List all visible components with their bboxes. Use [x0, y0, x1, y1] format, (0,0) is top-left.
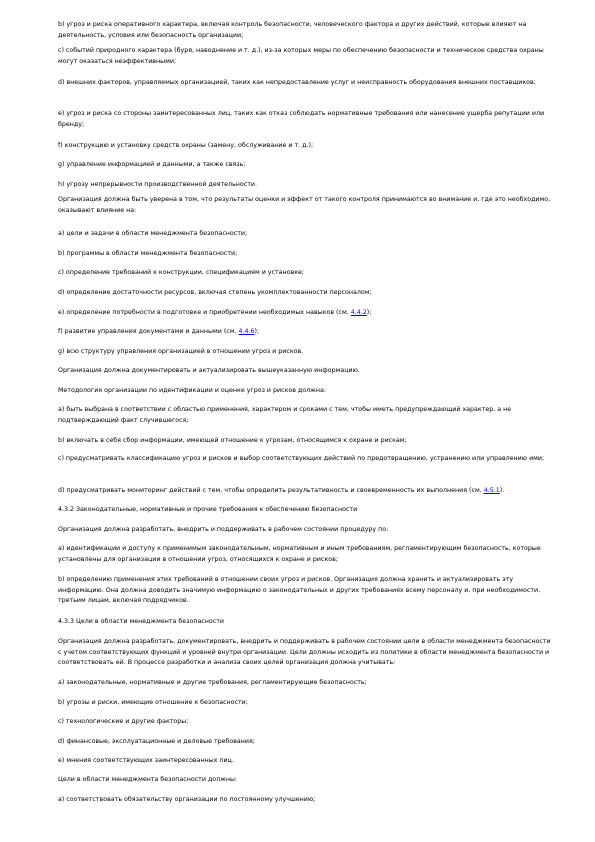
paragraph-text: a) идентификации и доступу к применимым законодательным, нормативным и иным требованиям, регламентирующим безопасность, которые установлены для организации в отношении угроз, относящихся к охране и рисков;	[58, 545, 541, 563]
paragraph-27	[58, 637, 552, 669]
paragraph-text: a) законодательные, нормативные и другие требования, регламентирующие безопасность;	[58, 679, 367, 686]
paragraph-31	[58, 737, 552, 748]
paragraph-10	[58, 249, 552, 260]
paragraph-19	[58, 436, 552, 447]
paragraph-8	[58, 195, 552, 216]
paragraph-32	[58, 756, 552, 767]
paragraph-7	[58, 180, 552, 191]
paragraph-3	[58, 78, 552, 89]
paragraph-text: Организация должна разработать, внедрить и поддерживать в рабочем состоянии процедуру по:	[58, 526, 389, 533]
paragraph-text: g) всю структуру управления организацией в отношении угроз и рисков.	[58, 348, 304, 355]
paragraph-13	[58, 308, 552, 319]
paragraph-28	[58, 678, 552, 689]
paragraph-14	[58, 327, 552, 338]
paragraph-text: c) событий природного характера (буря, наводнение и т. д.), из-за которых меры по обеспечению безопасности и техническое средства охраны могут оказаться неэффективными;	[58, 47, 544, 65]
section-link[interactable]: 4.4.6	[238, 328, 255, 335]
paragraph-text: Организация должна документировать и актуализировать вышеуказанную информацию.	[58, 367, 360, 374]
paragraph-18	[58, 405, 552, 426]
paragraph-text: c) технологические и другие факторы;	[58, 718, 189, 725]
paragraph-text: e) мнения соответствующих заинтересованных лиц.	[58, 757, 234, 764]
paragraph-text: a) соответствовать обязательству организации по постоянному улучшению;	[58, 796, 316, 803]
paragraph-text: Методология организации по идентификации и оценке угроз и рисков должна:	[58, 387, 326, 394]
paragraph-text: e) угроз и риска со стороны заинтересованных лиц, таких как отказ соблюдать нормативные требования или нанесение ущерба репутации или бренду;	[58, 110, 545, 128]
section-link[interactable]: 4.4.2	[350, 309, 367, 316]
paragraph-text: a) быть выбрана в соответствии с областью применения, характером и сроками с тем, чтобы иметь предупреждающий характер, а не подтверждающий факт случившегося;	[58, 406, 512, 424]
paragraph-29	[58, 698, 552, 709]
paragraph-text: d) определение достаточности ресурсов, включая степень укомплектованности персоналом;	[58, 289, 372, 296]
paragraph-12	[58, 288, 552, 299]
paragraph-text: b) определению применения этих требований в отношении своих угроз и рисков. Организация должна хранить и актуализировать эту информацию. Она должна доводить значимую информацию о законодательных и других требованиях всему персоналу и, при необходимости, третьим лицам, включая подрядчиков.	[58, 576, 541, 604]
paragraph-20	[58, 454, 552, 465]
paragraph-text: d) внешних факторов, управляемых организацией, таких как непредоставление услуг и неисправность оборудования внешних поставщиков;	[58, 79, 536, 86]
paragraph-16	[58, 366, 552, 377]
paragraph-text: b) угрозы и риски, имеющие отношение к безопасности;	[58, 699, 248, 706]
paragraph-6	[58, 160, 552, 171]
paragraph-text: Организация должна разработать, документировать, внедрить и поддерживать в рабочем состоянии цели в области менеджмента безопасности с учетом соответствующих функций и уровней внутри организации. Цели должны исходить из политики в области менеджмента безопасности и соответствовать ей. В процессе разработки и анализа своих целей организация должна учитывать:	[58, 638, 551, 666]
paragraph-1	[58, 20, 552, 41]
paragraph-5	[58, 141, 552, 152]
section-link[interactable]: 4.5.1	[483, 487, 500, 494]
paragraph-text: f) конструкцию и установку средств охраны (замену, обслуживание и т. д.);	[58, 142, 314, 149]
paragraph-33	[58, 775, 552, 786]
paragraph-text: d) предусматривать мониторинг действий с тем, чтобы определить результативность и своевременность их выполнения (см.	[58, 487, 484, 494]
section-heading-4-3-3	[58, 617, 552, 628]
paragraph-text: c) предусматривать классификацию угроз и рисков и выбор соответствующих действий по предотвращению, устранению или управлению ими;	[58, 455, 545, 462]
paragraph-text: );	[366, 309, 372, 316]
section-heading-text: 4.3.2 Законодательные, нормативные и прочие требования к обеспечению безопасности	[58, 506, 358, 513]
paragraph-text: b) программы в области менеджмента безопасности;	[58, 250, 238, 257]
paragraph-30	[58, 717, 552, 728]
paragraph-25	[58, 575, 552, 607]
paragraph-text: Организация должна быть уверена в том, что результаты оценки и эффект от такого контроля принимаются во внимание и, где это необходимо, оказывают влияние на:	[58, 196, 551, 214]
paragraph-text: g) управление информацией и данными, а также связь;	[58, 161, 246, 168]
paragraph-text: b) угроз и риска оперативного характера, включая контроль безопасности, человеческого фактора и других действий, которые влияют на деятельность, условия или безопасность организации;	[58, 21, 527, 39]
paragraph-text: c) определение требований к конструкции, спецификациям и установке;	[58, 269, 305, 276]
paragraph-text: f) развитие управления документами и данными (см.	[58, 328, 239, 335]
paragraph-24	[58, 544, 552, 565]
section-heading-4-3-2	[58, 505, 552, 516]
paragraph-15	[58, 347, 552, 358]
paragraph-text: e) определение потребности в подготовке и приобретении необходимых навыков (см.	[58, 309, 351, 316]
paragraph-text: b) включать в себя сбор информации, имеющей отношение к угрозам, относящимся к охране и рискам;	[58, 437, 407, 444]
paragraph-text: ).	[499, 487, 505, 494]
paragraph-17	[58, 386, 552, 397]
paragraph-text: d) финансовые, эксплуатационные и деловые требования;	[58, 738, 255, 745]
paragraph-9	[58, 229, 552, 240]
paragraph-text: h) угрозу непрерывности производственной деятельности.	[58, 181, 257, 188]
paragraph-text: );	[254, 328, 260, 335]
paragraph-text: Цели в области менеджмента безопасности должны:	[58, 776, 238, 783]
paragraph-text: a) цели и задачи в области менеджмента безопасности;	[58, 230, 248, 237]
paragraph-4	[58, 109, 552, 130]
section-heading-text: 4.3.3 Цели в области менеджмента безопасности	[58, 618, 224, 625]
paragraph-11	[58, 268, 552, 279]
paragraph-23	[58, 525, 552, 536]
paragraph-2	[58, 46, 552, 67]
paragraph-34	[58, 795, 552, 806]
paragraph-21	[58, 486, 552, 497]
